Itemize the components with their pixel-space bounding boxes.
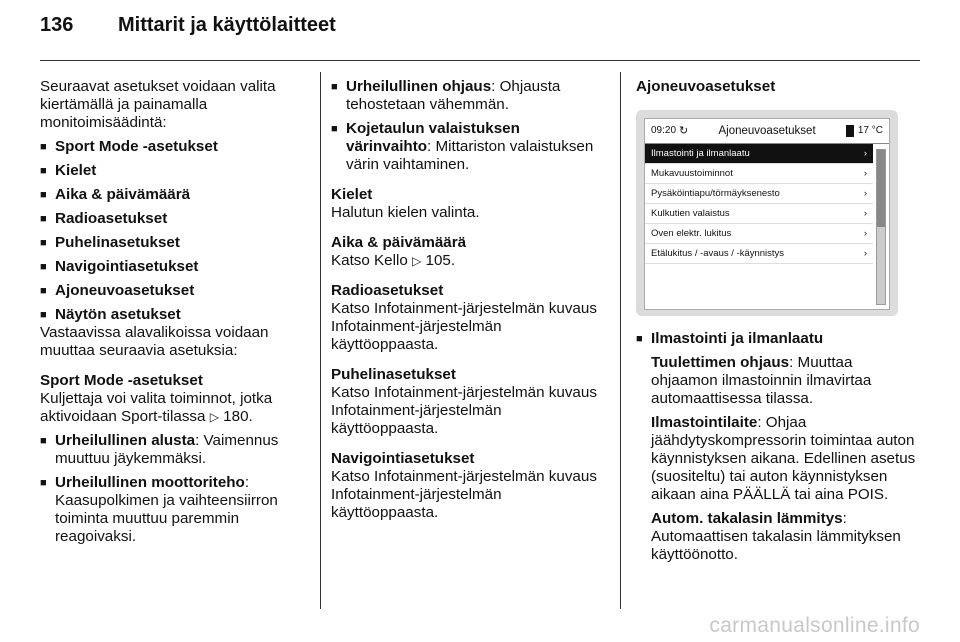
- item-desc: : Vaimennus muuttuu jäykemmäksi.: [55, 432, 279, 467]
- display-header: [645, 119, 889, 144]
- display-row-label: Etälukitus / -avaus / -käynnistys: [651, 247, 785, 259]
- section-heading: Navigointiasetukset: [331, 450, 475, 467]
- after-list-text: Vastaavissa alavalikoissa voidaan muuttaa seuraavia asetuksia:: [40, 324, 269, 359]
- scrollbar-thumb[interactable]: [877, 150, 885, 227]
- display-temperature: 17 °C: [857, 125, 883, 136]
- menu-item: ■ Sport Mode -asetukset: [40, 138, 308, 156]
- display-row[interactable]: [645, 164, 873, 184]
- item-desc: : Muuttaa ohjaamon ilmastoinnin ilmavirtaa automaattisessa tilassa.: [651, 354, 872, 407]
- display-panel: [644, 118, 890, 310]
- item-term: Urheilullinen ohjaus: [346, 78, 492, 95]
- section-text: [40, 390, 308, 426]
- item-term: Ilmastointilaite: [651, 414, 758, 431]
- item-desc: : Ohjausta tehostetaan vähemmän.: [346, 78, 561, 113]
- menu-item: ■ Puhelinasetukset: [40, 234, 308, 252]
- list-heading: ■ Ilmastointi ja ilmanlaatu: [636, 330, 920, 348]
- item-desc: : Mittariston valaistuksen värin vaihtaminen.: [346, 138, 594, 173]
- chevron-right-icon: ›: [863, 147, 867, 159]
- sub-item: [636, 510, 920, 564]
- item-desc: : Kaasupolkimen ja vaihteensiirron toiminta muuttuu paremmin reagoivaksi.: [55, 474, 278, 545]
- page-ref: 180.: [223, 408, 253, 425]
- section-text: Katso Infotainment-järjestelmän kuvaus Infotainment-järjestelmän käyttöoppaasta.: [331, 300, 597, 353]
- chevron-right-icon: ›: [863, 207, 867, 219]
- display-row-label: Kulkutien valaistus: [651, 207, 730, 219]
- list-item: [331, 120, 603, 174]
- column-1: [40, 78, 308, 546]
- list-item: [331, 78, 603, 114]
- item-term: Autom. takalasin lämmitys: [651, 510, 843, 527]
- sport-text: Kuljettaja voi valita toiminnot, jotka aktivoidaan Sport-tilassa: [40, 390, 273, 425]
- sub-item: [636, 354, 920, 408]
- clock-ref-text: Katso Kello: [331, 252, 408, 269]
- chevron-right-icon: ›: [863, 187, 867, 199]
- display-row-label: Mukavuustoiminnot: [651, 167, 733, 179]
- section-text: Halutun kielen valinta.: [331, 204, 480, 221]
- display-row[interactable]: [645, 224, 873, 244]
- display-row-label: Pysäköintiapu/törmäyksenesto: [651, 187, 780, 199]
- menu-item: ■ Aika & päivämäärä: [40, 186, 308, 204]
- display-row[interactable]: [645, 184, 873, 204]
- column-2: [331, 78, 603, 522]
- phone-icon: [846, 125, 854, 137]
- item-term: Urheilullinen alusta: [55, 432, 196, 449]
- section-heading: Kielet: [331, 186, 373, 203]
- menu-item: ■ Näytön asetukset: [40, 306, 308, 324]
- display-row-label: Oven elektr. lukitus: [651, 227, 732, 239]
- column-divider-1: [320, 72, 321, 609]
- section-heading: Aika & päivämäärä: [331, 234, 467, 251]
- section-text: Katso Infotainment-järjestelmän kuvaus Infotainment-järjestelmän käyttöoppaasta.: [331, 384, 597, 437]
- item-term: Kojetaulun valaistuksen värinvaihto: [346, 120, 520, 155]
- header-rule: [40, 60, 920, 61]
- display-row-selected[interactable]: [645, 144, 873, 164]
- intro-text: Seuraavat asetukset voidaan valita kiertämällä ja painamalla monitoimisäädintä:: [40, 78, 276, 131]
- chevron-right-icon: ›: [863, 247, 867, 259]
- arrow-ref-icon: ▷: [412, 254, 422, 268]
- menu-item: ■ Kielet: [40, 162, 308, 180]
- page-number: 136: [40, 14, 74, 36]
- menu-item: ■ Ajoneuvoasetukset: [40, 282, 308, 300]
- column-divider-2: [620, 72, 621, 609]
- watermark: carmanualsonline.info: [709, 614, 920, 637]
- sync-icon: ↻: [679, 125, 689, 137]
- page-ref: 105.: [425, 252, 456, 269]
- arrow-ref-icon: ▷: [209, 410, 219, 424]
- display-row[interactable]: [645, 244, 873, 264]
- page-title: Mittarit ja käyttölaitteet: [118, 14, 336, 36]
- item-desc: : Automaattisen takalasin lämmityksen käyttöönotto.: [651, 510, 901, 563]
- section-text: Katso Infotainment-järjestelmän kuvaus Infotainment-järjestelmän käyttöoppaasta.: [331, 468, 597, 521]
- display-time: 09:20: [651, 125, 677, 136]
- menu-item: ■ Radioasetukset: [40, 210, 308, 228]
- section-heading: Puhelinasetukset: [331, 366, 456, 383]
- item-desc: : Ohjaa jäähdytyskompressorin toimintaa auton käynnistyksen aikana. Edellinen asetus (suositeltu) tai auton käynnistyksen aikaan aina PÄÄLLÄ tai aina POIS.: [651, 414, 916, 503]
- display-row-label: Ilmastointi ja ilmanlaatu: [651, 147, 750, 159]
- list-item: [40, 474, 308, 546]
- item-term: Urheilullinen moottoriteho: [55, 474, 245, 491]
- chevron-right-icon: ›: [863, 167, 867, 179]
- display-scrollbar[interactable]: [876, 149, 886, 305]
- sub-item: [636, 414, 920, 504]
- section-heading: Ajoneuvoasetukset: [636, 78, 776, 95]
- display-screenshot: [636, 110, 898, 316]
- item-term: Tuulettimen ohjaus: [651, 354, 790, 371]
- chevron-right-icon: ›: [863, 227, 867, 239]
- list-item: [40, 432, 308, 468]
- section-text: [331, 252, 603, 270]
- section-heading: Radioasetukset: [331, 282, 444, 299]
- column-3: [636, 78, 920, 564]
- display-row[interactable]: [645, 204, 873, 224]
- section-heading: Sport Mode -asetukset: [40, 372, 203, 389]
- display-title: Ajoneuvoasetukset: [718, 125, 816, 137]
- menu-item: ■ Navigointiasetukset: [40, 258, 308, 276]
